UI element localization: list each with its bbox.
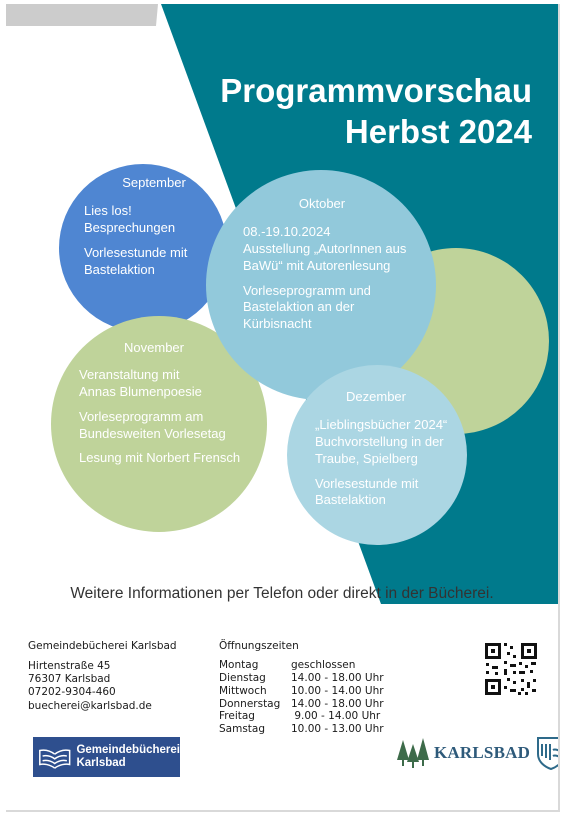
hours-row: Donnerstag 14.00 - 18.00 Uhr [219, 697, 384, 710]
library-logo [33, 737, 180, 777]
title-line-2: Herbst 2024 [344, 113, 532, 151]
hours-row: Freitag 9.00 - 14.00 Uhr [219, 710, 381, 723]
month-november: November [124, 340, 184, 355]
opening-hours [219, 640, 384, 736]
qr-code-icon[interactable] [483, 641, 539, 697]
page-title [192, 70, 532, 153]
book-pages-icon [37, 741, 72, 773]
hours-row: Mittwoch 10.00 - 14.00 Uhr [219, 684, 384, 697]
september-content [84, 175, 224, 286]
coat-of-arms-icon [536, 736, 560, 770]
karlsbad-logo [396, 736, 560, 770]
karlsbad-logo-text: KARLSBAD [434, 743, 531, 762]
month-oktober: Oktober [298, 196, 346, 211]
dezember-item-1: „Lieblingsbücher 2024“ Buchvorstellung in der Traube, Spielberg [315, 416, 448, 466]
city: 76307 Karlsbad [28, 673, 111, 686]
september-item-2: Vorlesestunde mit Bastelaktion [84, 244, 188, 277]
month-september: September [122, 175, 186, 190]
oktober-content [243, 196, 423, 341]
november-content [79, 340, 269, 475]
november-item-2: Vorleseprogramm am Bundesweiten Vorlesetag [79, 408, 226, 441]
oktober-item-2: Vorleseprogramm und Bastelaktion an der Kürbisnacht [243, 282, 371, 332]
flyer-page [6, 4, 560, 812]
hours-row: Samstag 10.00 - 13.00 Uhr [219, 723, 384, 736]
month-dezember: Dezember [346, 389, 406, 404]
street: Hirtenstraße 45 [28, 660, 111, 673]
contact-block [28, 640, 177, 713]
hours-table [219, 659, 384, 736]
library-name: Gemeindebücherei Karlsbad [28, 640, 177, 652]
dezember-item-2: Vorlesestunde mit Bastelaktion [315, 475, 419, 508]
hours-row: Montag geschlossen [219, 659, 356, 672]
hours-title: Öffnungszeiten [219, 640, 299, 652]
title-line-1: Programmvorschau [220, 72, 532, 109]
oktober-item-1: 08.-19.10.2024 Ausstellung „AutorInnen aus BaWü“ mit Autorenlesung [243, 223, 407, 273]
fir-trees-icon [396, 736, 430, 770]
phone: 07202-9304-460 [28, 686, 116, 699]
email-link[interactable]: buecherei@karlsbad.de [28, 699, 152, 712]
library-logo-text: Gemeindebücherei Karlsbad [76, 743, 180, 769]
info-text: Weitere Informationen per Telefon oder direkt in der Bücherei. [70, 585, 494, 602]
gray-corner-band [6, 4, 158, 26]
dezember-content [315, 389, 475, 517]
november-item-1: Veranstaltung mit Annas Blumenpoesie [79, 366, 202, 399]
hours-row: Dienstag 14.00 - 18.00 Uhr [219, 671, 384, 684]
september-item-1: Lies los! Besprechungen [84, 202, 176, 235]
november-item-3: Lesung mit Norbert Frensch [79, 450, 241, 466]
